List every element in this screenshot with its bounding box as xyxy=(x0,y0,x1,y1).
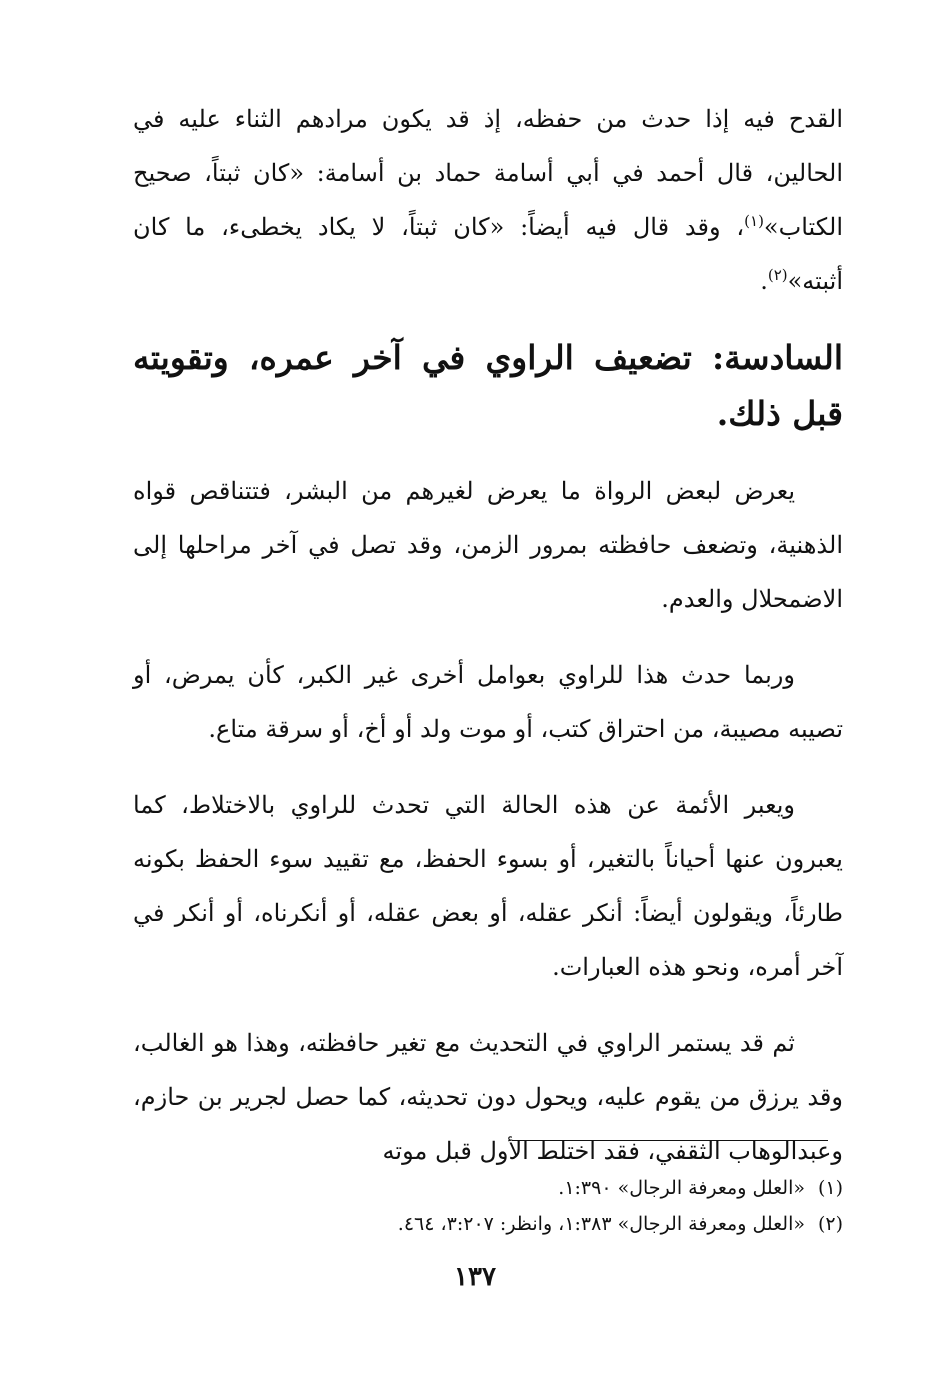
footnote-number: (١) xyxy=(817,1177,843,1199)
footnote-text: «العلل ومعرفة الرجال» ١:٣٩٠. xyxy=(558,1177,805,1199)
page-body xyxy=(133,92,843,1200)
footnote-ref-2: (٢) xyxy=(767,266,788,284)
footnote-2 xyxy=(133,1206,843,1242)
footnote-separator xyxy=(512,1140,828,1141)
paragraph-4: ثم قد يستمر الراوي في التحديث مع تغير حافظته، وهذا هو الغالب، وقد يرزق من يقوم عليه، ويحول دون تحديثه، كما حصل لجرير بن حازم، وعبدالوهاب الثقفي، فقد اختلط الأول قبل موته xyxy=(133,1029,843,1165)
footnote-1 xyxy=(133,1170,843,1206)
paragraph-2: وربما حدث هذا للراوي بعوامل أخرى غير الكبر، كأن يمرض، أو تصيبه مصيبة، من احتراق كتب، أو موت ولد أو أخ، أو سرقة متاع. xyxy=(133,661,843,743)
paragraph-text: ، وقد قال فيه أيضاً: «كان ثبتاً، لا يكاد يخطىء، ما كان أثبته» xyxy=(133,213,843,295)
footnote-text: «العلل ومعرفة الرجال» ١:٣٨٣، وانظر: ٣:٢٠٧، ٤٦٤. xyxy=(397,1213,805,1235)
section-heading: السادسة: تضعيف الراوي في آخر عمره، وتقويته قبل ذلك. xyxy=(133,338,843,433)
footnote-number: (٢) xyxy=(817,1213,843,1235)
footnotes xyxy=(133,1170,843,1242)
paragraph-3: ويعبر الأئمة عن هذه الحالة التي تحدث للراوي بالاختلاط، كما يعبرون عنها أحياناً بالتغير، أو بسوء الحفظ، مع تقييد سوء الحفظ بكونه طارئاً، ويقولون أيضاً: أنكر عقله، أو بعض عقله، أو أنكرناه، أو أنكر في آخر أمره، ونحو هذه العبارات. xyxy=(133,791,843,981)
paragraph-1: يعرض لبعض الرواة ما يعرض لغيرهم من البشر، فتتناقص قواه الذهنية، وتضعف حافظته بمرور الزمن، وقد تصل في آخر مراحلها إلى الاضمحلال والعدم. xyxy=(133,477,843,613)
footnote-ref-1: (١) xyxy=(744,212,764,230)
paragraph-continuation xyxy=(133,92,843,308)
paragraph-text: . xyxy=(760,267,768,295)
page-number: ١٣٧ xyxy=(454,1262,496,1292)
paragraph-text: القدح فيه إذا حدث من حفظه، إذ قد يكون مرادهم الثناء عليه في الحالين، قال أحمد في أبي أسامة حماد بن أسامة: «كان ثبتاً، صحيح الكتاب» xyxy=(133,105,843,241)
